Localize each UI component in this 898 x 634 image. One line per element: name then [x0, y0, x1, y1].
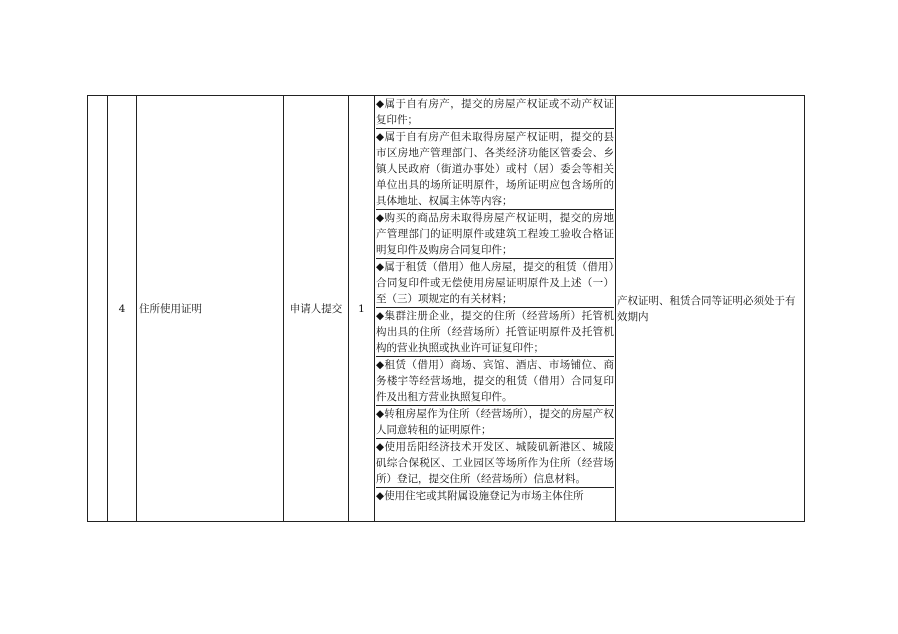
- requirement-item: ◆使用岳阳经济技术开发区、城陵矶新港区、城陵矶综合保税区、工业园区等场所作为住所（经营场所）登记，提交住所（经营场所）信息材料。: [376, 439, 614, 488]
- requirements-cell: [375, 96, 616, 522]
- requirement-item: ◆使用住宅或其附属设施登记为市场主体住所: [376, 490, 584, 502]
- requirement-item: ◆租赁（借用）商场、宾馆、酒店、市场铺位、商务楼宇等经营场地，提交的租赁（借用）合同复印件及出租方营业执照复印件。: [376, 357, 614, 406]
- material-source: 申请人提交: [284, 96, 349, 522]
- note-cell: 产权证明、租赁合同等证明必须处于有效期内: [616, 96, 805, 522]
- requirement-item: ◆购买的商品房未取得房屋产权证明，提交的房地产管理部门的证明原件或建筑工程竣工验收合格证明复印件及购房合同复印件；: [376, 210, 614, 259]
- requirement-item: ◆属于租赁（借用）他人房屋，提交的租赁（借用）合同复印件或无偿使用房屋证明原件及上述（一）至（三）项规定的有关材料；: [376, 259, 614, 308]
- table-row: [88, 96, 805, 522]
- material-quantity: 1: [349, 96, 375, 522]
- material-name: 住所使用证明: [137, 96, 284, 522]
- requirement-item: ◆属于自有房产但未取得房屋产权证明，提交的县市区房地产管理部门、各类经济功能区管委会、乡镇人民政府（街道办事处）或村（居）委会等相关单位出具的场所证明原件，场所证明应包含场所的具体地址、权属主体等内容；: [376, 129, 614, 210]
- requirements-table: [87, 95, 805, 522]
- row-index: 4: [108, 96, 137, 522]
- requirement-item: ◆转租房屋作为住所（经营场所），提交的房屋产权人同意转租的证明原件；: [376, 406, 614, 439]
- requirement-item: ◆集群注册企业，提交的住所（经营场所）托管机构出具的住所（经营场所）托管证明原件及托管机构的营业执照或执业许可证复印件；: [376, 308, 614, 357]
- requirement-item: ◆属于自有房产，提交的房屋产权证或不动产权证复印件；: [376, 96, 614, 129]
- blank-cell: [88, 96, 108, 522]
